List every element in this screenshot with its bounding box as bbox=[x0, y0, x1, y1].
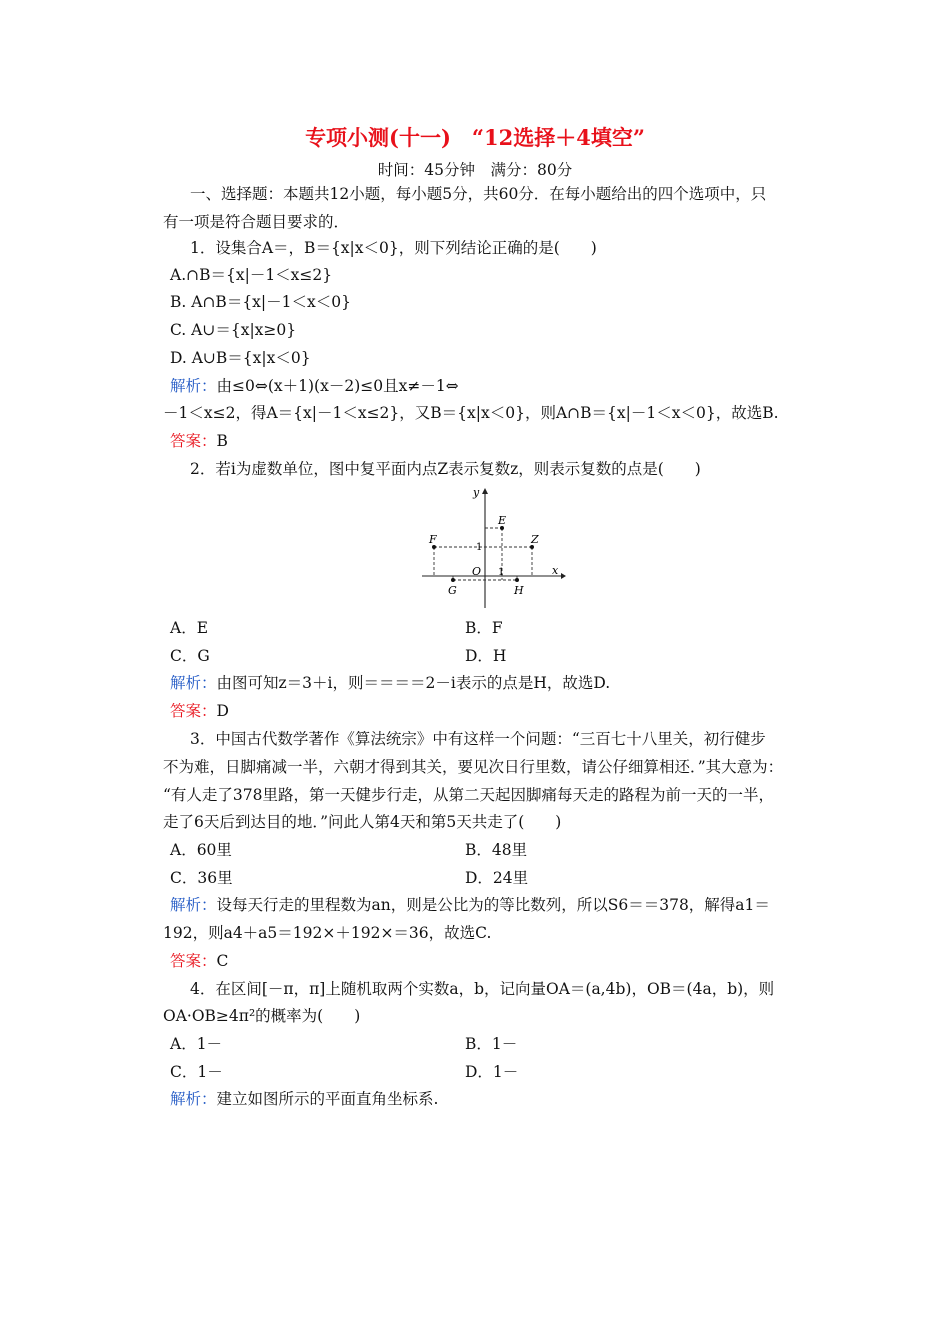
q2-analysis: 解析：由图可知z＝3＋i，则＝＝＝＝2－i表示的点是H，故选D. bbox=[170, 674, 611, 692]
point-z-label: Z bbox=[531, 533, 539, 546]
q1-option-a: A.∩B＝{x|－1＜x≤2} bbox=[170, 266, 333, 284]
q1-analysis-line-2: －1＜x≤2，得A＝{x|－1＜x≤2}，又B＝{x|x＜0}，则A∩B＝{x|－1＜x＜0}，故选B. bbox=[163, 404, 779, 422]
point-h bbox=[515, 578, 519, 582]
x-axis-arrow-icon bbox=[561, 573, 566, 579]
complex-plane-figure bbox=[418, 482, 568, 610]
q4-option-d: D．1－ bbox=[465, 1063, 519, 1081]
q1-option-d: D. A∪B＝{x|x＜0} bbox=[170, 349, 311, 367]
q1-option-c: C. A∪＝{x|x≥0} bbox=[170, 321, 297, 339]
q1-analysis-line-1: 解析：由≤0⇔(x＋1)(x－2)≤0且x≠－1⇔ bbox=[170, 377, 459, 395]
q1-analysis-label: 解析： bbox=[170, 377, 217, 395]
intro-line-2: 有一项是符合题目要求的． bbox=[163, 213, 350, 231]
q3-stem-line-2: 不为难，日脚痛减一半，六朝才得到其关，要见次日行里数，请公仔细算相还．”其大意为： bbox=[163, 758, 784, 776]
point-h-label: H bbox=[514, 584, 524, 597]
q3-option-b: B．48里 bbox=[465, 841, 528, 859]
x-unit-label: 1 bbox=[498, 567, 505, 578]
point-g-label: G bbox=[448, 584, 457, 597]
x-axis-label: x bbox=[552, 564, 559, 577]
q3-stem-line-4: 走了6天后到达目的地．”问此人第4天和第5天共走了( ) bbox=[163, 813, 562, 831]
dashed-guides bbox=[434, 528, 532, 580]
q3-analysis-line-2: 192，则a4＋a5＝192×＋192×＝36，故选C. bbox=[163, 924, 492, 942]
q1-option-b: B. A∩B＝{x|－1＜x＜0} bbox=[170, 293, 351, 311]
q4-stem-line-2: OA·OB≥4π²的概率为( ) bbox=[163, 1007, 361, 1025]
q3-stem-line-3: “有人走了378里路，第一天健步行走，从第二天起因脚痛每天走的路程为前一天的一半， bbox=[163, 786, 775, 804]
y-axis-label: y bbox=[473, 486, 480, 499]
q2-option-d: D．H bbox=[465, 647, 507, 665]
q3-option-d: D．24里 bbox=[465, 869, 529, 887]
q3-answer-label: 答案： bbox=[170, 952, 217, 970]
point-e-label: E bbox=[498, 514, 507, 527]
q4-stem-line-1: 4．在区间[－π，π]上随机取两个实数a，b，记向量OA＝(a,4b)，OB＝(4a，b)，则 bbox=[190, 980, 775, 998]
q2-analysis-label: 解析： bbox=[170, 674, 217, 692]
page-title: 专项小测(十一) “12选择＋4填空” bbox=[305, 125, 645, 150]
q3-option-a: A．60里 bbox=[170, 841, 232, 859]
q1-stem: 1．设集合A＝，B＝{x|x＜0}，则下列结论正确的是( ) bbox=[190, 239, 597, 257]
q2-answer-label: 答案： bbox=[170, 702, 217, 720]
q3-option-c: C．36里 bbox=[170, 869, 233, 887]
point-g bbox=[451, 578, 455, 582]
q1-answer: 答案：B bbox=[170, 432, 228, 450]
q4-option-b: B．1－ bbox=[465, 1035, 518, 1053]
q3-stem-line-1: 3．中国古代数学著作《算法统宗》中有这样一个问题：“三百七十八里关，初行健步 bbox=[190, 730, 766, 748]
origin-label: O bbox=[472, 565, 482, 578]
y-axis-arrow-icon bbox=[482, 488, 488, 494]
q2-answer: 答案：D bbox=[170, 702, 229, 720]
q3-analysis-label: 解析： bbox=[170, 896, 217, 914]
q2-option-a: A．E bbox=[170, 619, 209, 637]
time-score-line: 时间：45分钟 满分：80分 bbox=[377, 161, 573, 179]
q2-stem: 2．若i为虚数单位，图中复平面内点Z表示复数z，则表示复数的点是( ) bbox=[190, 460, 701, 478]
q4-option-c: C．1－ bbox=[170, 1063, 223, 1081]
point-f-label: F bbox=[429, 533, 437, 546]
intro-line-1: 一、选择题：本题共12小题，每小题5分，共60分．在每小题给出的四个选项中，只 bbox=[190, 185, 767, 203]
q4-analysis-label: 解析： bbox=[170, 1090, 217, 1108]
q4-analysis: 解析：建立如图所示的平面直角坐标系. bbox=[170, 1090, 439, 1108]
q2-option-c: C．G bbox=[170, 647, 210, 665]
q1-answer-label: 答案： bbox=[170, 432, 217, 450]
q4-option-a: A．1－ bbox=[170, 1035, 223, 1053]
q2-option-b: B．F bbox=[465, 619, 503, 637]
y-unit-label: 1 bbox=[476, 542, 483, 553]
q3-answer: 答案：C bbox=[170, 952, 229, 970]
q3-analysis-line-1: 解析：设每天行走的里程数为an，则是公比为的等比数列，所以S6＝＝378，解得a1＝ bbox=[170, 896, 770, 914]
